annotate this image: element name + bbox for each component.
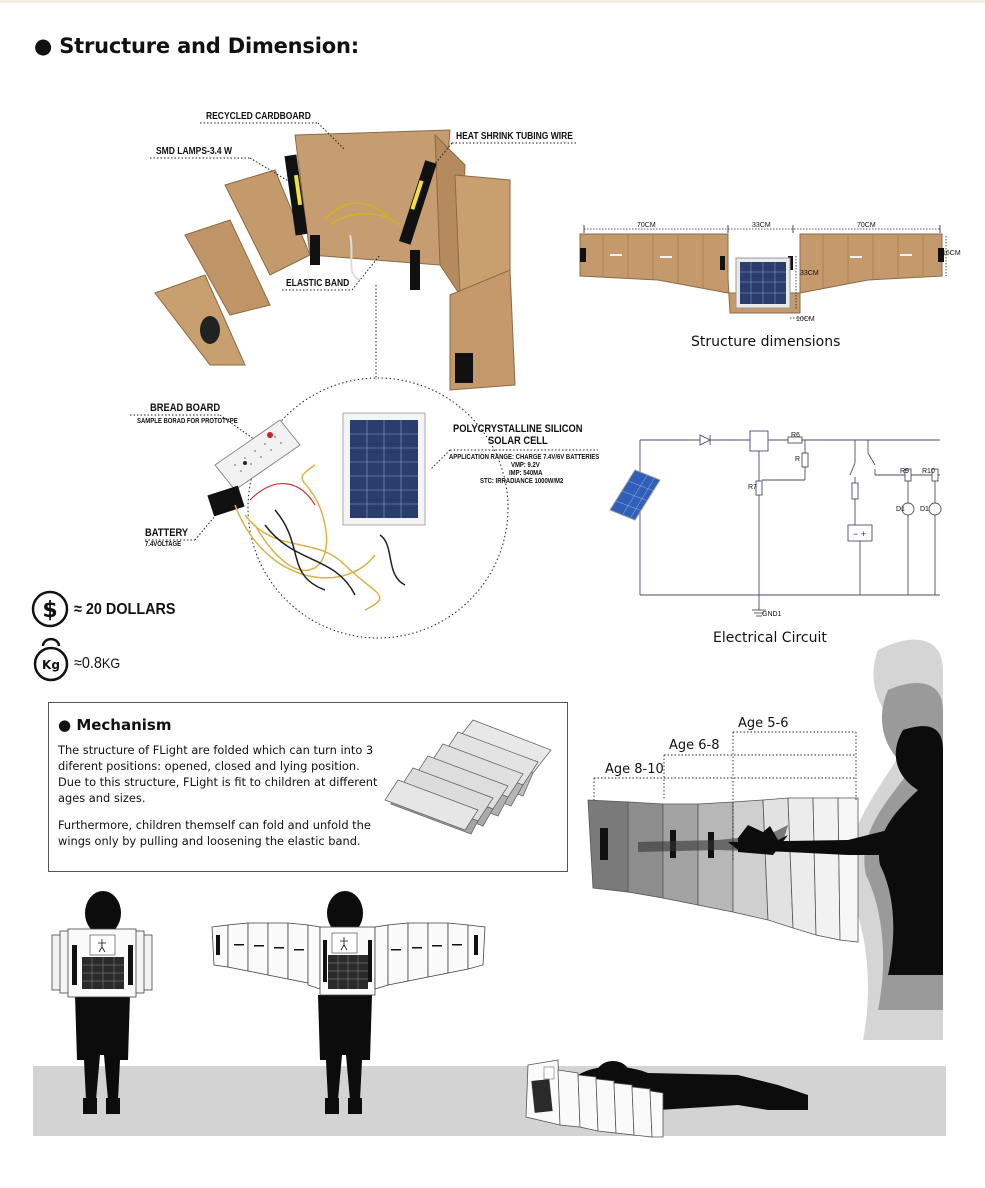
page-title-text: Structure and Dimension: xyxy=(59,34,359,58)
dim-center: 33CM xyxy=(752,222,771,229)
circuit-label-r9: R9 xyxy=(900,468,909,475)
structure-dimensions-caption: Structure dimensions xyxy=(691,334,841,350)
label-bread-board-sub: SAMPLE BORAD FOR PROTOTYPE xyxy=(137,418,238,425)
circuit-label-gnd: GND1 xyxy=(762,611,782,618)
weight-icon-symbol: Kg xyxy=(42,658,60,672)
circuit-label-r7: R7 xyxy=(748,484,757,491)
folded-structure-illustration xyxy=(383,718,563,838)
label-bread-board: BREAD BOARD xyxy=(150,402,221,414)
mechanism-paragraph-2: Furthermore, children themself can fold and unfold the wings only by pulling and loosening the elastic band. xyxy=(58,818,371,848)
child-lying-position xyxy=(518,1055,818,1145)
components-illustration xyxy=(205,405,445,620)
age-label-6-8: Age 6-8 xyxy=(669,738,720,753)
weight-text xyxy=(74,655,120,673)
svg-text:$: $ xyxy=(42,598,58,623)
electrical-circuit-diagram xyxy=(600,425,945,625)
dollar-icon xyxy=(31,590,71,630)
label-battery: BATTERY xyxy=(145,527,189,539)
svg-text:− +: − + xyxy=(853,529,867,539)
label-battery-sub: 7.4VOLTAGE xyxy=(145,541,182,548)
label-solar-spec-1: APPLICATION RANGE: CHARGE 7.4V/6V BATTERIES xyxy=(449,454,600,461)
label-recycled-cardboard: RECYCLED CARDBOARD xyxy=(206,111,311,122)
circuit-label-d1a: D1 xyxy=(896,506,905,513)
label-solar-spec-2: VMP: 9.2V xyxy=(511,462,540,469)
weight-unit: KG xyxy=(101,655,121,671)
label-solar-title-2: SOLAR CELL xyxy=(488,435,548,447)
mechanism-title: ● Mechanism xyxy=(58,716,172,734)
label-solar-title-1: POLYCRYSTALLINE SILICON xyxy=(453,423,583,435)
circuit-label-r10: R10 xyxy=(922,468,935,475)
circuit-label-r: R xyxy=(795,456,801,463)
dim-bottom: 10CM xyxy=(796,316,815,323)
structure-dimensions-illustration xyxy=(578,218,963,328)
circuit-label-r6: R6 xyxy=(791,432,800,439)
weight-value: ≈0.8 xyxy=(74,655,102,672)
age-label-5-6: Age 5-6 xyxy=(738,716,789,731)
dim-left-wing: 70CM xyxy=(637,222,656,229)
dim-right-wing: 70CM xyxy=(857,222,876,229)
label-solar-spec-3: IMP: 540MA xyxy=(509,470,543,477)
mechanism-paragraph-1: The structure of FLight are folded which can turn into 3 diferent positions: opened, closed and lying position. Due to this structure, FLight is fit to children at different ages and sizes. xyxy=(58,743,378,805)
label-solar-spec-4: STC: IRRADIANCE 1000W/M2 xyxy=(480,478,564,485)
child-closed-position xyxy=(50,885,155,1120)
label-elastic-band: ELASTIC BAND xyxy=(286,278,350,289)
electrical-circuit-caption: Electrical Circuit xyxy=(713,630,827,646)
dim-center-height: 33CM xyxy=(800,270,819,277)
weight-icon xyxy=(31,638,71,682)
price-text: ≈ 20 DOLLARS xyxy=(74,601,176,618)
dim-height: 16CM xyxy=(942,250,961,257)
age-size-diagram xyxy=(588,630,948,1050)
circuit-label-d1b: D1 xyxy=(920,506,929,513)
mechanism-title-text: Mechanism xyxy=(76,716,172,734)
age-label-8-10: Age 8-10 xyxy=(605,762,664,777)
label-smd-lamps: SMD LAMPS-3.4 W xyxy=(156,146,233,157)
page-title: ● Structure and Dimension: xyxy=(34,34,359,58)
label-heat-shrink: HEAT SHRINK TUBING WIRE xyxy=(456,131,573,142)
child-opened-position xyxy=(210,885,490,1120)
